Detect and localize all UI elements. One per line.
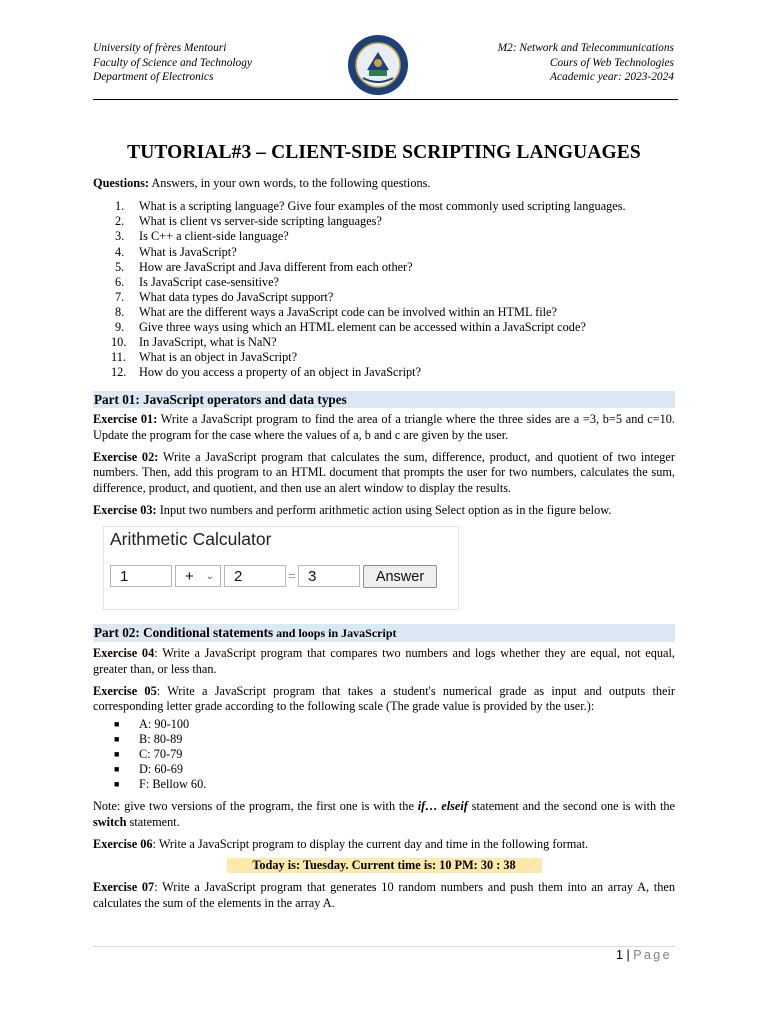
question-text: How are JavaScript and Java different from each other?	[139, 259, 413, 274]
question-number: 8.	[115, 304, 125, 319]
question-item	[93, 245, 675, 260]
question-number: 4.	[115, 244, 125, 259]
questions-intro-text: Answers, in your own words, to the following questions.	[149, 176, 431, 190]
datetime-format-example: Today is: Tuesday. Current time is: 10 PM: 30 : 38	[227, 858, 542, 873]
grade-text: D: 60-69	[139, 762, 184, 777]
calculator-title: Arithmetic Calculator	[110, 529, 272, 550]
note-post: statement.	[126, 814, 180, 829]
question-item	[93, 335, 675, 350]
question-text: What are the different ways a JavaScript code can be involved within an HTML file?	[139, 304, 557, 319]
program-name: M2: Network and Telecommunications	[497, 42, 674, 54]
header-right	[498, 41, 674, 85]
exercise-03	[93, 503, 675, 518]
bullet-icon: ■	[114, 719, 120, 730]
note-switch: switch	[93, 814, 127, 829]
exercise-01	[93, 412, 675, 443]
operator-value: +	[185, 568, 194, 586]
result-field: 3	[298, 565, 360, 587]
question-item	[93, 290, 675, 305]
exercise-label: Exercise 02:	[93, 450, 159, 465]
question-text: What is client vs server-side scripting languages?	[139, 214, 382, 229]
exercise-05	[93, 684, 675, 715]
document-body	[93, 176, 675, 918]
grade-text: C: 70-79	[139, 747, 183, 762]
question-number: 7.	[115, 289, 125, 304]
exercise-label: Exercise 04	[93, 646, 155, 661]
question-item	[93, 199, 675, 214]
exercise-text: Write a JavaScript program to find the area of a triangle where the three sides are a =3, b=5 and c=10. Update the program for the case where the values of a, b and c are given by the user.	[93, 412, 675, 442]
grade-item	[93, 717, 675, 732]
faculty-name: Faculty of Science and Technology	[93, 56, 253, 69]
number2-input[interactable]: 2	[224, 565, 286, 587]
exercise-label: Exercise 03:	[93, 502, 157, 517]
grade-item	[93, 732, 675, 747]
grade-item	[93, 762, 675, 777]
exercise-text: Input two numbers and perform arithmetic action using Select option as in the figure below.	[156, 502, 612, 517]
note-mid: statement and the second one is with the	[467, 799, 676, 814]
question-number: 10.	[111, 335, 127, 350]
answer-button[interactable]: Answer	[363, 565, 437, 588]
exercise-text: : Write a JavaScript program that generates 10 random numbers and push them into an array A, then calculates the sum of the elements in the array A.	[93, 880, 675, 910]
exercise-text: Write a JavaScript program that calculates the sum, difference, product, and quotient of two integer numbers. Then, add this program to an HTML document that prompts the user for two numbers, calculates the sum, difference, product, and quotient, and then use an alert window to display the results.	[93, 450, 675, 495]
question-text: Is JavaScript case-sensitive?	[139, 274, 279, 289]
exercise-label: Exercise 05	[93, 683, 157, 698]
exercise-02	[93, 450, 675, 496]
bullet-icon: ■	[114, 734, 120, 745]
exercise-text: : Write a JavaScript program that compares two numbers and logs whether they are equal, not equal, greater than, or less than.	[93, 646, 675, 676]
question-item	[93, 365, 675, 380]
part2-heading	[93, 624, 675, 642]
question-text: Give three ways using which an HTML element can be accessed within a JavaScript code?	[139, 320, 586, 335]
department-name: Department of Electronics	[93, 71, 214, 84]
question-text: What is an object in JavaScript?	[139, 350, 298, 365]
university-logo	[347, 34, 409, 96]
grade-scale-list	[93, 717, 675, 792]
note-pre: Note: give two versions of the program, the first one is with the	[93, 799, 418, 814]
question-number: 6.	[115, 274, 125, 289]
questions-label: Questions:	[93, 176, 150, 190]
footer-divider	[93, 946, 675, 947]
equals-sign: =	[288, 568, 296, 584]
exercise-04	[93, 646, 675, 677]
bullet-icon: ■	[114, 749, 120, 760]
question-text: What is JavaScript?	[139, 244, 237, 259]
note-ifelse: if… elseif	[417, 799, 468, 814]
question-text: What data types do JavaScript support?	[139, 289, 334, 304]
chevron-down-icon: ⌄	[205, 571, 214, 583]
question-number: 12.	[111, 365, 127, 380]
question-number: 3.	[115, 229, 125, 244]
bullet-icon: ■	[114, 764, 120, 775]
note-paragraph	[93, 799, 675, 830]
exercise-label: Exercise 07	[93, 880, 155, 895]
grade-text: F: Bellow 60.	[139, 777, 207, 792]
bullet-icon: ■	[114, 779, 120, 790]
exercise-text: : Write a JavaScript program to display the current day and time in the following format.	[152, 836, 589, 851]
calculator-figure	[103, 526, 459, 610]
question-item	[93, 260, 675, 275]
footer-separator: |	[623, 948, 634, 962]
question-item	[93, 229, 675, 244]
questions-intro	[93, 176, 675, 191]
course-name: Cours of Web Technologies	[549, 56, 674, 69]
exercise-07	[93, 880, 675, 911]
question-number: 9.	[115, 320, 125, 335]
question-text: What is a scripting language? Give four examples of the most commonly used scripting languages.	[139, 199, 626, 214]
header-divider	[93, 99, 678, 100]
exercise-label: Exercise 06	[93, 836, 153, 851]
question-number: 1.	[115, 199, 125, 214]
number1-input[interactable]: 1	[110, 565, 172, 587]
part2-heading-main: Part 02: Conditional statements	[94, 625, 274, 641]
question-item	[93, 275, 675, 290]
operator-select[interactable]	[175, 565, 221, 587]
part2-heading-rest: and loops in JavaScript	[273, 626, 397, 641]
question-item	[93, 320, 675, 335]
page-number: 1	[616, 948, 623, 962]
page-footer	[616, 948, 672, 962]
grade-text: B: 80-89	[139, 732, 183, 747]
university-name: University of frères Mentouri	[93, 42, 227, 54]
exercise-text: : Write a JavaScript program that takes a student's numerical grade as input and outputs their corresponding letter grade according to the following scale (The grade value is provided by the user.):	[93, 683, 675, 714]
exercise-06	[93, 837, 675, 852]
question-item	[93, 214, 675, 229]
part1-heading: Part 01: JavaScript operators and data types	[93, 391, 675, 408]
question-item	[93, 305, 675, 320]
grade-item	[93, 777, 675, 792]
grade-text: A: 90-100	[139, 717, 190, 732]
header-left	[93, 41, 252, 85]
exercise-label: Exercise 01:	[93, 412, 158, 427]
question-item	[93, 350, 675, 365]
question-text: How do you access a property of an object in JavaScript?	[139, 365, 422, 380]
question-number: 5.	[115, 259, 125, 274]
question-number: 11.	[111, 350, 126, 365]
page-label: Page	[633, 948, 672, 962]
question-number: 2.	[115, 214, 125, 229]
academic-year: Academic year: 2023-2024	[550, 71, 674, 84]
question-text: In JavaScript, what is NaN?	[139, 335, 277, 350]
page-title: TUTORIAL#3 – CLIENT-SIDE SCRIPTING LANGUAGES	[127, 142, 641, 163]
question-text: Is C++ a client-side language?	[139, 229, 289, 244]
questions-list	[93, 199, 675, 380]
grade-item	[93, 747, 675, 762]
